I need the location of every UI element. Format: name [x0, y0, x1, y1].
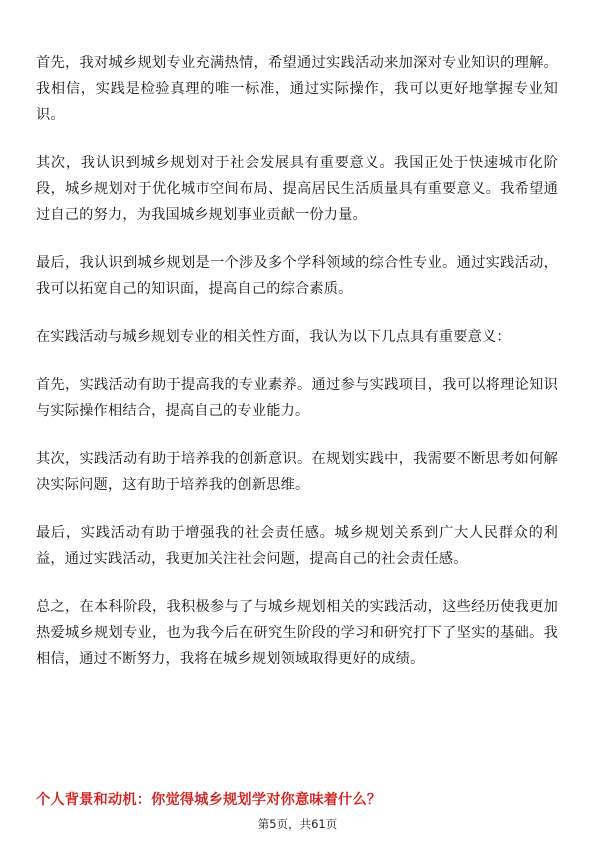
paragraph-8: 总之，在本科阶段，我积极参与了与城乡规划相关的实践活动，这些经历使我更加热爱城乡规划专业，也为我今后在研究生阶段的学习和研究打下了坚实的基础。我相信，通过不断努力，我将在城乡规划领域取得更好的成绩。: [36, 599, 558, 667]
page-number-footer: 第5页，共61页: [257, 817, 338, 831]
paragraph-4: 在实践活动与城乡规划专业的相关性方面，我认为以下几点具有重要意义：: [36, 329, 511, 345]
paragraph-3: 最后，我认识到城乡规划是一个涉及多个学科领域的综合性专业。通过实践活动，我可以拓宽自己的知识面，提高自己的综合素质。: [36, 255, 558, 297]
paragraph-6: 其次，实践活动有助于培养我的创新意识。在规划实践中，我需要不断思考如何解决实际问题，这有助于培养我的创新思维。: [36, 451, 558, 493]
paragraph-2: 其次，我认识到城乡规划对于社会发展具有重要意义。我国正处于快速城市化阶段，城乡规划对于优化城市空间布局、提高居民生活质量具有重要意义。我希望通过自己的努力，为我国城乡规划事业贡献一份力量。: [36, 155, 558, 223]
paragraph-7: 最后，实践活动有助于增强我的社会责任感。城乡规划关系到广大人民群众的利益，通过实践活动，我更加关注社会问题，提高自己的社会责任感。: [36, 525, 558, 567]
paragraph-1: 首先，我对城乡规划专业充满热情，希望通过实践活动来加深对专业知识的理解。我相信，实践是检验真理的唯一标准，通过实际操作，我可以更好地掌握专业知识。: [36, 55, 558, 123]
paragraph-5: 首先，实践活动有助于提高我的专业素养。通过参与实践项目，我可以将理论知识与实际操作相结合，提高自己的专业能力。: [36, 377, 558, 419]
next-section-heading: 个人背景和动机：你觉得城乡规划学对你意味着什么？: [36, 792, 382, 808]
document-body: [36, 50, 558, 694]
